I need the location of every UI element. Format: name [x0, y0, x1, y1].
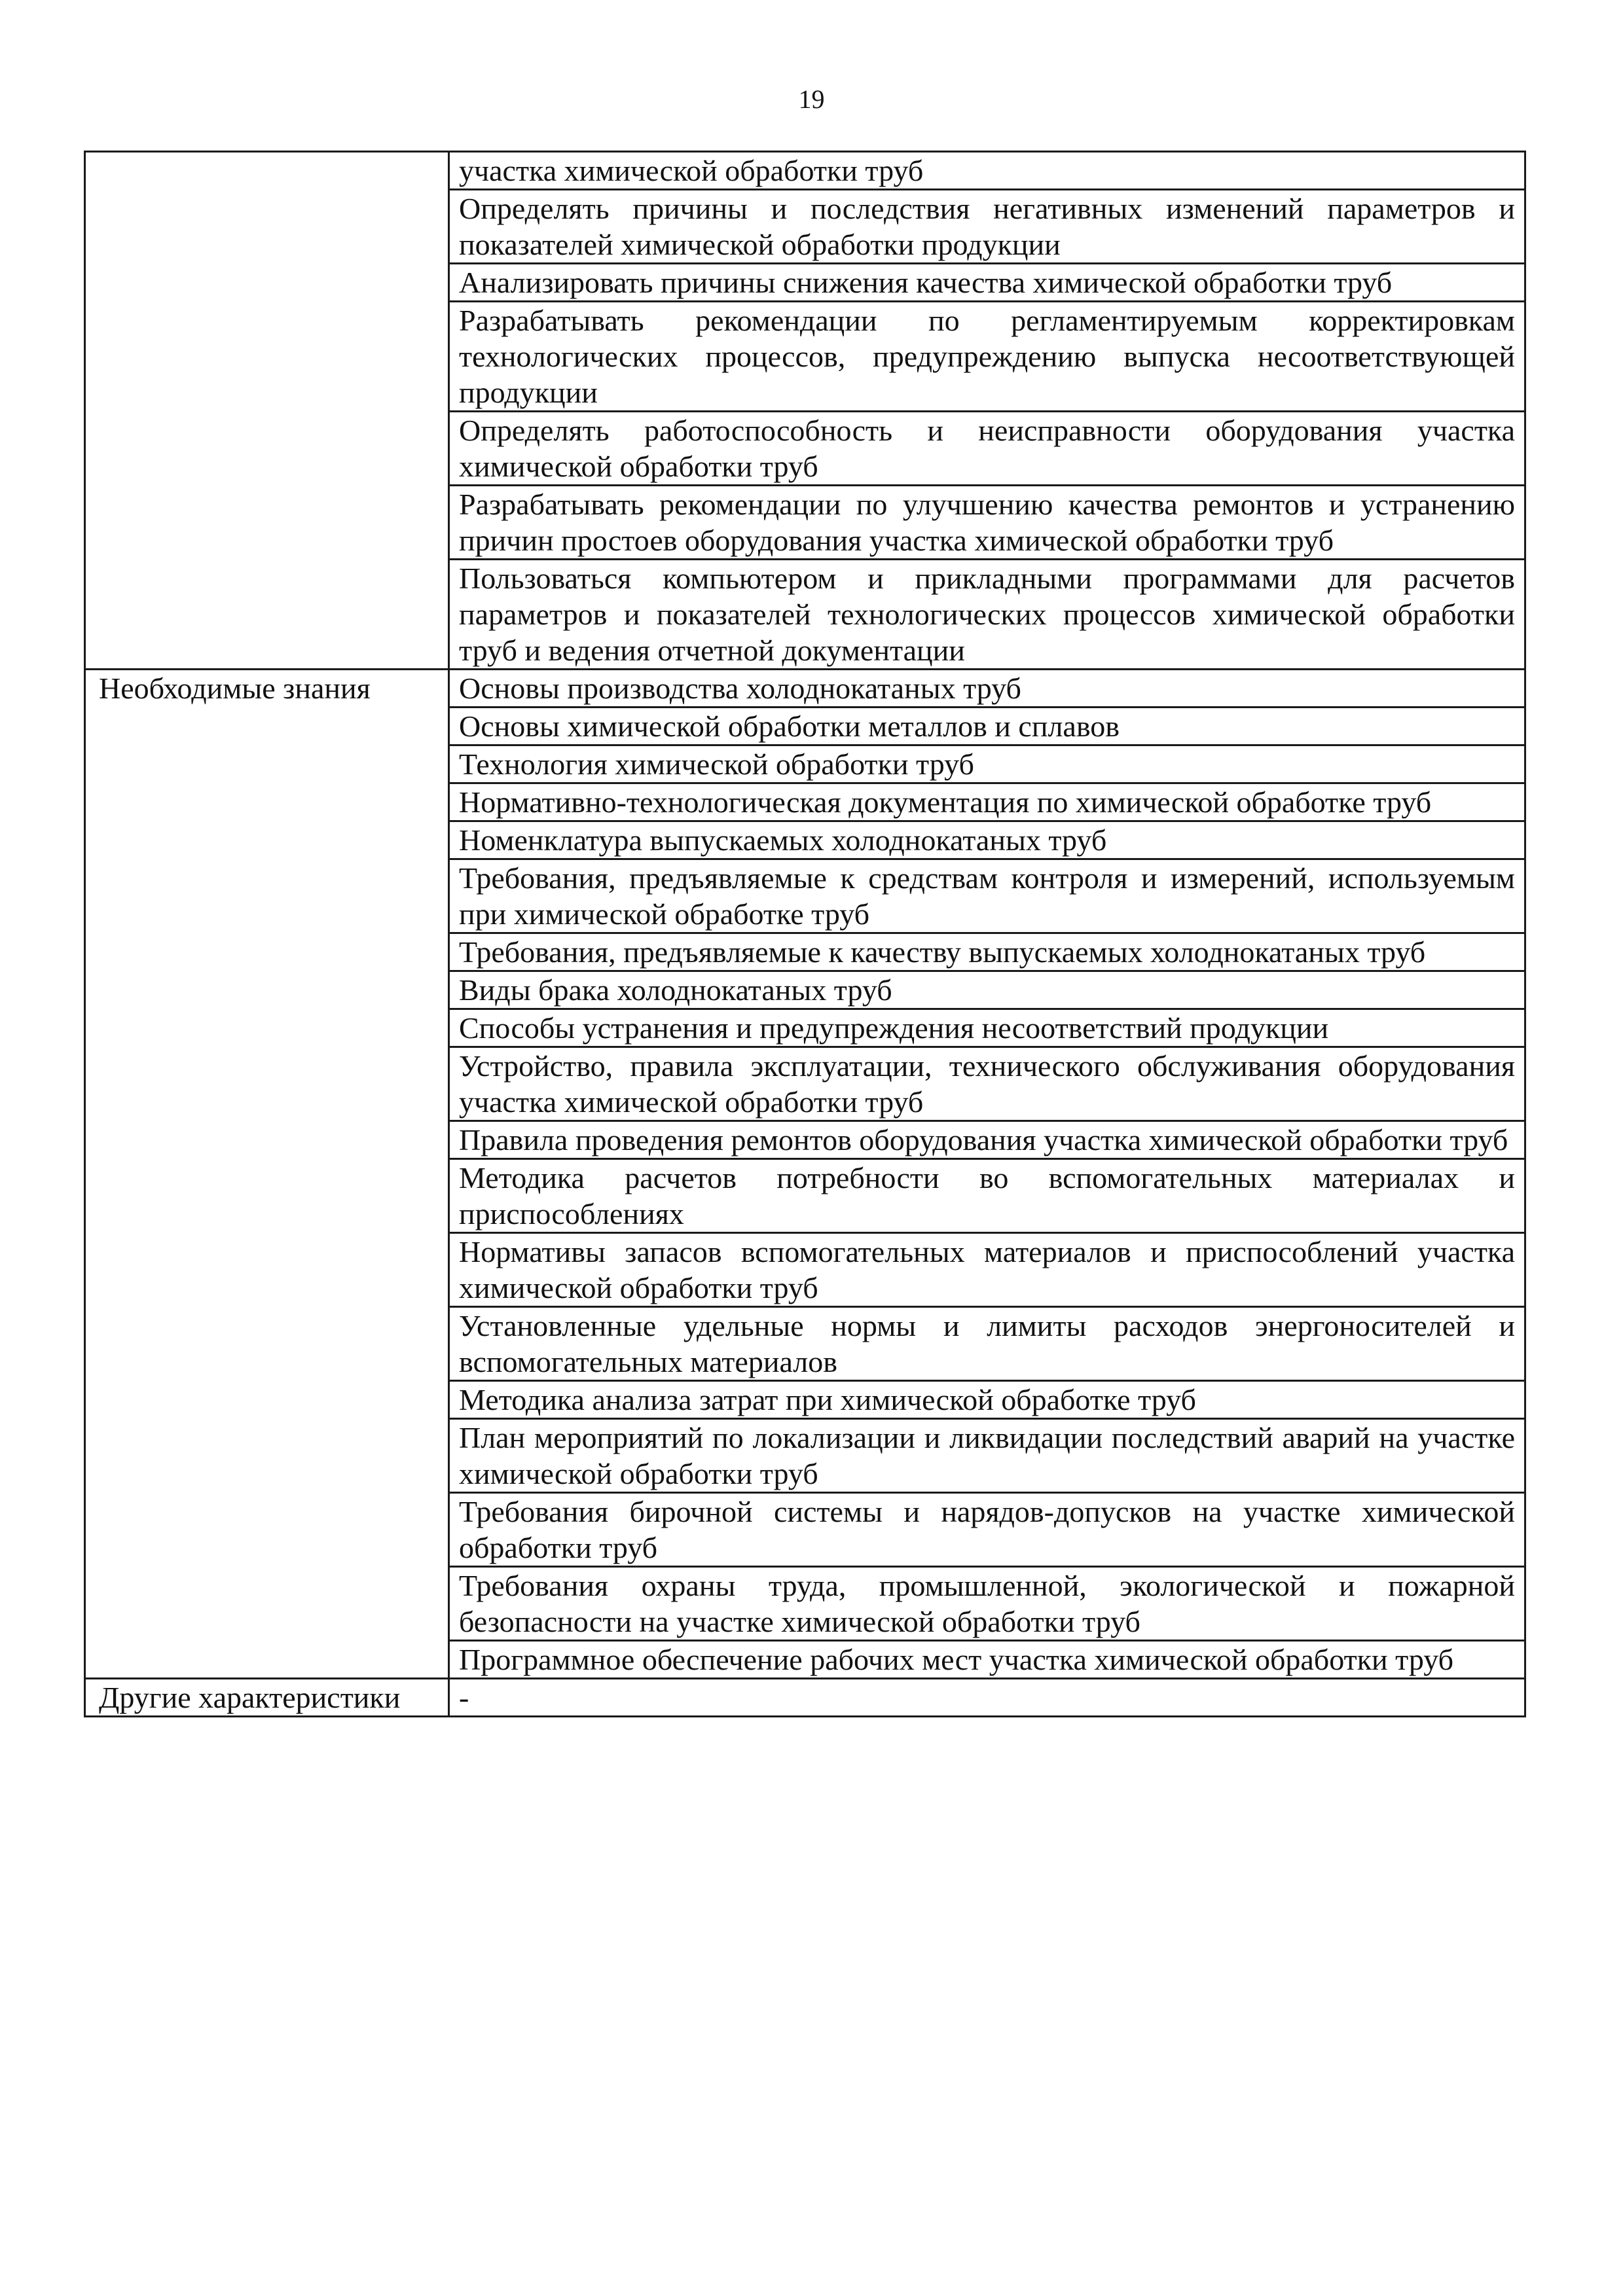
- requirement-item: Методика расчетов потребности во вспомогательных материалах и приспособлениях: [449, 1159, 1525, 1233]
- requirement-item: Правила проведения ремонтов оборудования участка химической обработки труб: [449, 1121, 1525, 1159]
- requirement-item: Нормативно-технологическая документация по химической обработке труб: [449, 783, 1525, 821]
- table-row: [85, 670, 1525, 708]
- requirement-item: -: [449, 1679, 1525, 1717]
- requirement-item: Требования, предъявляемые к качеству выпускаемых холоднокатаных труб: [449, 933, 1525, 971]
- requirement-item: Требования охраны труда, промышленной, экологической и пожарной безопасности на участке химической обработки труб: [449, 1567, 1525, 1641]
- requirement-item: План мероприятий по локализации и ликвидации последствий аварий на участке химической обработки труб: [449, 1419, 1525, 1493]
- requirement-item: Требования бирочной системы и нарядов-допусков на участке химической обработки труб: [449, 1493, 1525, 1567]
- section-label: Другие характеристики: [85, 1679, 449, 1717]
- requirement-item: участка химической обработки труб: [449, 152, 1525, 190]
- section-label: [85, 152, 449, 670]
- table-row: [85, 152, 1525, 190]
- requirement-item: Номенклатура выпускаемых холоднокатаных труб: [449, 821, 1525, 859]
- requirement-item: Разрабатывать рекомендации по регламентируемым корректировкам технологических процессов, предупреждению выпуска несоответствующей продукции: [449, 302, 1525, 412]
- requirements-table-container: [84, 151, 1524, 1717]
- requirement-item: Способы устранения и предупреждения несоответствий продукции: [449, 1009, 1525, 1047]
- requirement-item: Установленные удельные нормы и лимиты расходов энергоносителей и вспомогательных материалов: [449, 1307, 1525, 1381]
- requirement-item: Устройство, правила эксплуатации, технического обслуживания оборудования участка химической обработки труб: [449, 1047, 1525, 1121]
- requirement-item: Анализировать причины снижения качества химической обработки труб: [449, 264, 1525, 302]
- requirement-item: Основы химической обработки металлов и сплавов: [449, 708, 1525, 745]
- section-label: Необходимые знания: [85, 670, 449, 1679]
- requirement-item: Требования, предъявляемые к средствам контроля и измерений, используемым при химической обработке труб: [449, 859, 1525, 933]
- requirements-table: [84, 151, 1526, 1717]
- requirement-item: Программное обеспечение рабочих мест участка химической обработки труб: [449, 1641, 1525, 1679]
- requirement-item: Методика анализа затрат при химической обработке труб: [449, 1381, 1525, 1419]
- requirement-item: Разрабатывать рекомендации по улучшению качества ремонтов и устранению причин простоев оборудования участка химической обработки труб: [449, 486, 1525, 560]
- requirement-item: Основы производства холоднокатаных труб: [449, 670, 1525, 708]
- page-number: 19: [798, 84, 825, 114]
- requirement-item: Технология химической обработки труб: [449, 745, 1525, 783]
- requirements-table-body: [85, 152, 1525, 1717]
- requirement-item: Пользоваться компьютером и прикладными программами для расчетов параметров и показателей технологических процессов химической обработки труб и ведения отчетной документации: [449, 560, 1525, 670]
- requirement-item: Виды брака холоднокатаных труб: [449, 971, 1525, 1009]
- requirement-item: Определять причины и последствия негативных изменений параметров и показателей химической обработки продукции: [449, 190, 1525, 264]
- requirement-item: Нормативы запасов вспомогательных материалов и приспособлений участка химической обработки труб: [449, 1233, 1525, 1307]
- requirement-item: Определять работоспособность и неисправности оборудования участка химической обработки труб: [449, 412, 1525, 486]
- table-row: [85, 1679, 1525, 1717]
